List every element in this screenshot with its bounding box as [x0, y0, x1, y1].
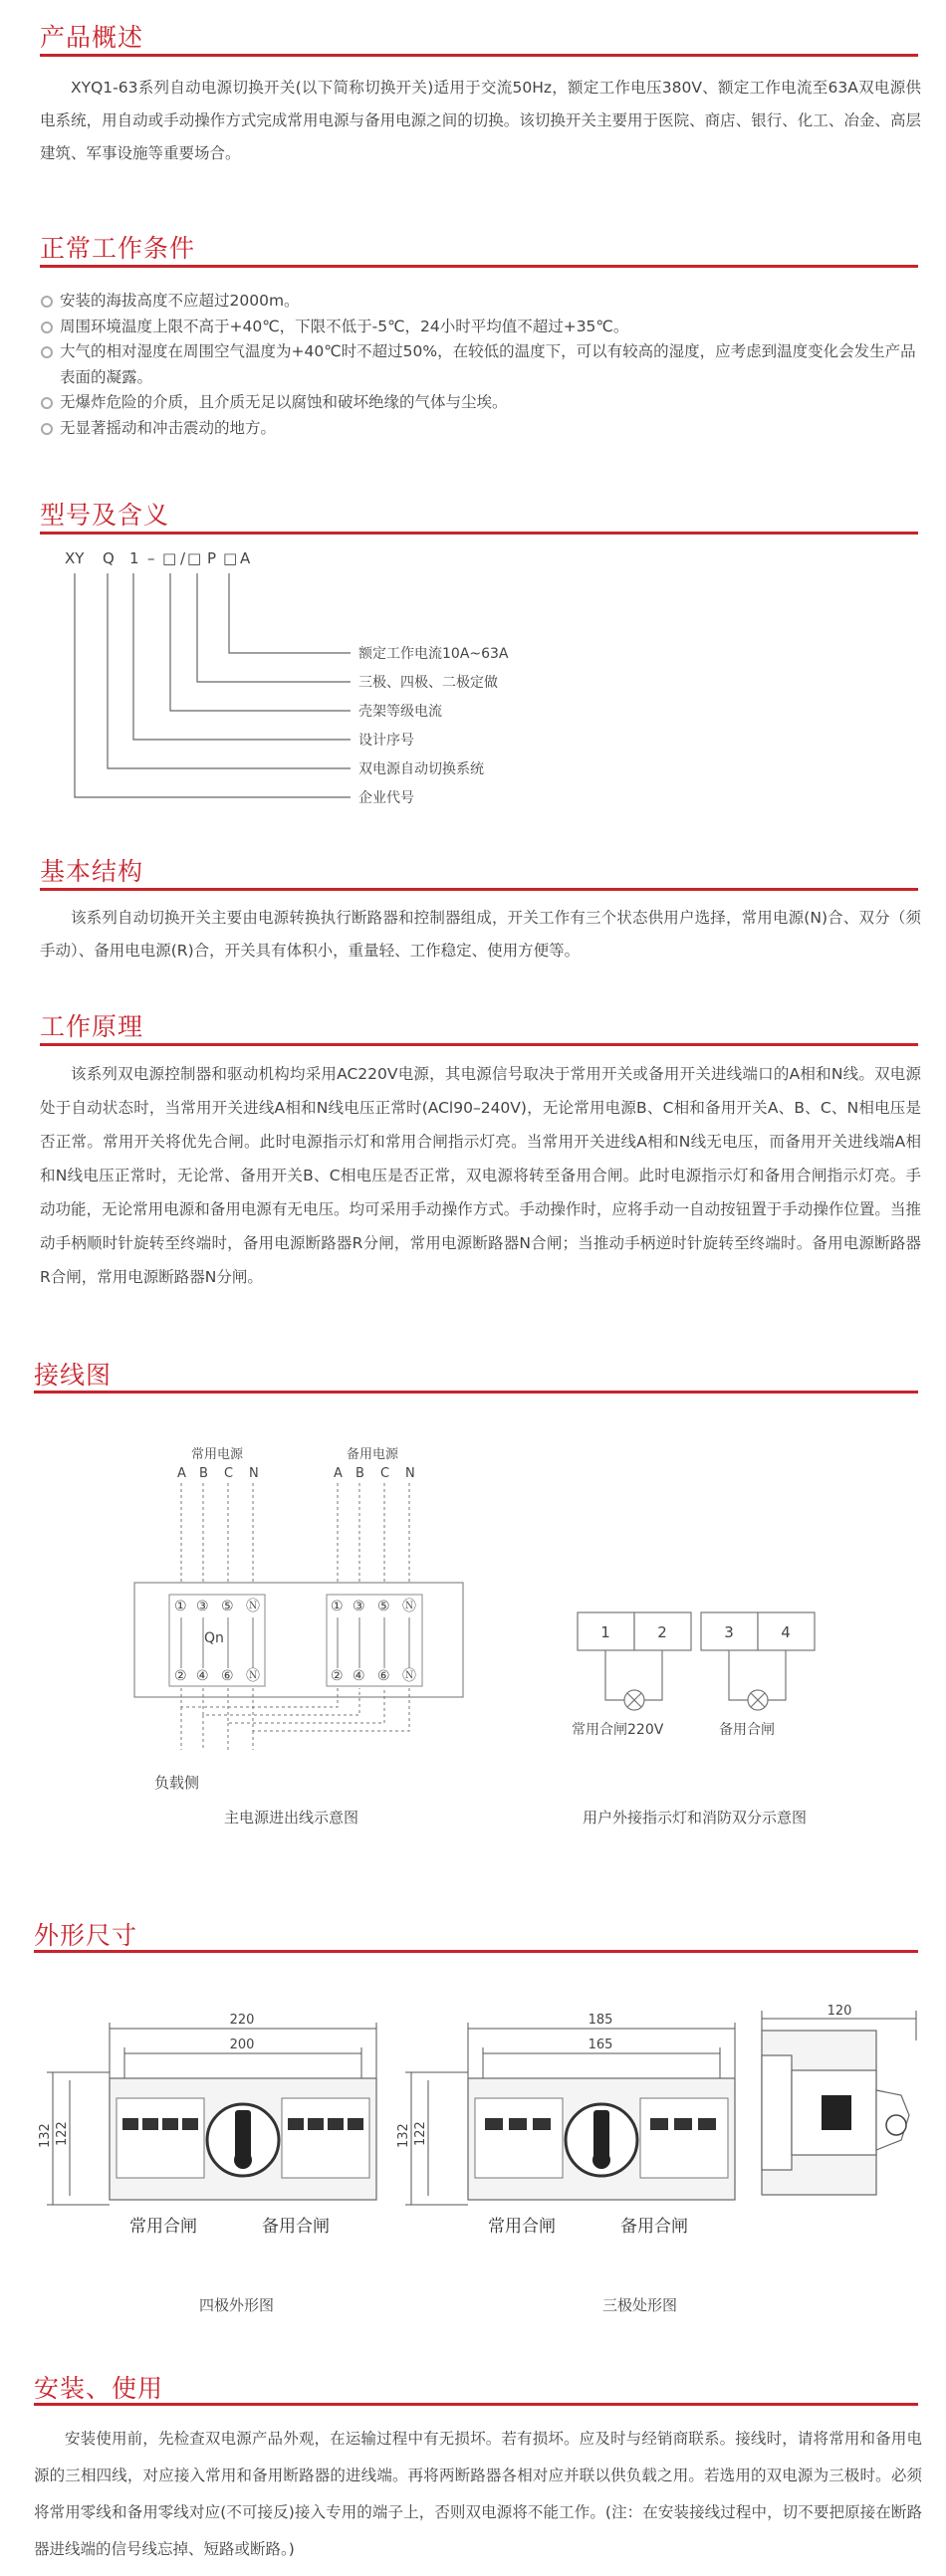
- phase-label: B: [199, 1466, 208, 1481]
- condition-item: [40, 289, 921, 315]
- dim-inner-width: 200: [229, 2038, 255, 2052]
- lamp-common-label: 常用合闸220V: [572, 1722, 664, 1738]
- principle-divider: [40, 1043, 918, 1046]
- bullet-icon: [41, 296, 53, 308]
- overview-text: XYQ1-63系列自动电源切换开关(以下简称切换开关)适用于交流50Hz，额定工作电压380V、额定工作电流至63A双电源供电系统，用自动或手动操作方式完成常用电源与备用电源之间的切换。该切换开关主要用于医院、商店、银行、化工、冶金、高层建筑、军事设施等重要场合。: [40, 79, 921, 162]
- terminal-label: ②: [174, 1668, 187, 1684]
- terminal-label: Ⓝ: [246, 1668, 260, 1684]
- qn-label: Qn: [204, 1630, 224, 1646]
- terminal-label: ①: [174, 1599, 187, 1614]
- condition-item: [40, 390, 921, 416]
- model-divider: [40, 532, 918, 535]
- lamp-icon: [748, 1690, 768, 1710]
- condition-text: 无显著摇动和冲击震动的地方。: [60, 418, 277, 437]
- main-wiring-caption: 主电源进出线示意图: [224, 1809, 359, 1826]
- phase-label: B: [355, 1466, 364, 1481]
- terminal-label: ③: [196, 1599, 209, 1614]
- terminal-label: Ⓝ: [246, 1599, 260, 1614]
- conditions-divider: [40, 265, 918, 268]
- install-divider: [34, 2403, 918, 2406]
- dim-outer-height: 132: [396, 2123, 411, 2148]
- dim-outer-width: 220: [229, 2013, 255, 2028]
- lamp-icon: [624, 1690, 644, 1710]
- three-pole-caption: 三极处形图: [602, 2296, 678, 2314]
- phase-label: C: [224, 1466, 234, 1481]
- code-p: P: [207, 549, 217, 567]
- code-slash: /: [180, 549, 186, 567]
- phase-label: A: [334, 1466, 343, 1481]
- model-label: 设计序号: [358, 733, 414, 749]
- dim-inner-width: 165: [588, 2038, 613, 2052]
- terminal-label: ⑤: [377, 1599, 390, 1614]
- condition-text: 安装的海拔高度不应超过2000m。: [60, 292, 300, 310]
- overview-divider: [40, 54, 918, 57]
- lamp-backup-label: 备用合闸: [719, 1722, 775, 1738]
- dim-inner-height: 122: [55, 2121, 70, 2146]
- terminal-label: Ⓝ: [402, 1599, 416, 1614]
- model-label: 壳架等级电流: [358, 704, 442, 720]
- condition-text: 无爆炸危险的介质，且介质无足以腐蚀和破坏绝缘的气体与尘埃。: [60, 393, 508, 412]
- condition-text: 周围环境温度上限不高于+40℃，下限不低于-5℃，24小时平均值不超过+35℃。: [60, 317, 629, 335]
- terminal-label: ⑥: [221, 1668, 234, 1684]
- dimensions-title: 外形尺寸: [34, 1921, 138, 1950]
- terminal-label: ⑤: [221, 1599, 234, 1614]
- four-pole-caption: 四极外形图: [199, 2296, 275, 2314]
- terminal-number: 4: [781, 1623, 791, 1641]
- bullet-icon: [41, 423, 53, 435]
- model-title: 型号及含义: [40, 501, 170, 530]
- phase-label: N: [249, 1466, 259, 1481]
- dim-outer-height: 132: [38, 2123, 53, 2148]
- common-source-label: 常用电源: [191, 1447, 244, 1462]
- model-label: 企业代号: [358, 790, 414, 806]
- terminal-label: ①: [331, 1599, 344, 1614]
- condition-item: [40, 339, 921, 390]
- principle-title: 工作原理: [40, 1012, 144, 1041]
- structure-text: 该系列自动切换开关主要由电源转换执行断路器和控制器组成，开关工作有三个状态供用户选择，常用电源(N)合、双分（须手动）、备用电电源(R)合，开关具有体积小，重量轻、工作稳定、使用方便等。: [40, 909, 921, 960]
- condition-item: [40, 416, 921, 442]
- three-pole-drawing: [393, 2011, 772, 2245]
- model-label: 额定工作电流10A~63A: [358, 646, 509, 662]
- terminal-label: ③: [353, 1599, 365, 1614]
- code-box3: □: [223, 549, 238, 567]
- terminal-label: ④: [196, 1668, 209, 1684]
- four-pole-right-label: 备用合闸: [262, 2217, 330, 2237]
- three-pole-right-label: 备用合闸: [620, 2217, 688, 2237]
- four-pole-drawing: [35, 2011, 403, 2245]
- principle-text: 该系列双电源控制器和驱动机构均采用AC220V电源，其电源信号取决于常用开关或备用开关进线端口的A相和N线。双电源处于自动状态时，当常用开关进线A相和N线电压正常时(ACl90–240V)，无论常用电源B、C相和备用开关A、B、C、N相电压是否正常。常用开关将优先合闸。此时电源指示灯和常用合闸指示灯亮。当常用开关进线A相和N线无电压，而备用开关进线端A相和N线电压正常时，无论常、备用开关B、C相电压是否正常，双电源将转至备用合闸。此时电源指示灯和备用合闸指示灯亮。手动功能，无论常用电源和备用电源有无电压。均可采用手动操作方式。手动操作时，应将手动一自动按钮置于手动操作位置。当推动手柄顺时针旋转至终端时，备用电源断路器R分闸，常用电源断路器N合闸；当推动手柄逆时针旋转至终端时。备用电源断路器R合闸，常用电源断路器N分闸。: [40, 1065, 921, 1286]
- four-pole-left-label: 常用合闸: [129, 2217, 197, 2237]
- left-breaker-block: [117, 2098, 204, 2178]
- phase-label: C: [380, 1466, 390, 1481]
- model-code-diagram: [40, 545, 637, 814]
- model-label: 三极、四极、二极定做: [358, 675, 498, 691]
- code-1: 1: [129, 549, 139, 567]
- code-q: Q: [103, 549, 115, 567]
- right-breaker-block: [282, 2098, 369, 2178]
- structure-title: 基本结构: [40, 857, 144, 886]
- load-side-label: 负载侧: [154, 1774, 200, 1792]
- dimensions-divider: [34, 1950, 918, 1953]
- phase-label: A: [177, 1466, 186, 1481]
- terminal-number: 3: [724, 1623, 734, 1641]
- side-view-drawing: [752, 2001, 931, 2210]
- backup-source-label: 备用电源: [347, 1447, 399, 1462]
- bullet-icon: [41, 322, 53, 333]
- bullet-icon: [41, 397, 53, 409]
- code-box1: □: [162, 549, 177, 567]
- install-title: 安装、使用: [34, 2374, 164, 2403]
- terminal-label: Ⓝ: [402, 1668, 416, 1684]
- install-text: 安装使用前，先检查双电源产品外观，在运输过程中有无损坏。若有损坏。应及时与经销商联系。接线时，请将常用和备用电源的三相四线，对应接入常用和备用断路器的进线端。再将两断路器各相对应并联以供负载之用。若选用的双电源为三极时。必须将常用零线和备用零线对应(不可接反)接入专用的端子上，否则双电源将不能工作。(注：在安装接线过程中，切不要把原接在断路器进线端的信号线忘掉、短路或断路。): [34, 2430, 922, 2558]
- dim-inner-height: 122: [413, 2121, 428, 2146]
- terminal-label: ④: [353, 1668, 365, 1684]
- terminal-label: ⑥: [377, 1668, 390, 1684]
- three-pole-left-label: 常用合闸: [488, 2217, 556, 2237]
- dim-depth: 120: [827, 2004, 852, 2019]
- left-breaker-block: [475, 2098, 563, 2178]
- main-wiring-diagram: [119, 1433, 478, 1752]
- code-dash: –: [147, 549, 155, 567]
- code-box2: □: [187, 549, 202, 567]
- code-xy: XY: [65, 549, 85, 567]
- conditions-list: [40, 289, 921, 442]
- model-label: 双电源自动切换系统: [358, 761, 484, 777]
- dim-outer-width: 185: [588, 2013, 613, 2028]
- structure-divider: [40, 888, 918, 891]
- terminal-number: 2: [657, 1623, 667, 1641]
- code-a: A: [240, 549, 251, 567]
- condition-item: [40, 315, 921, 340]
- conditions-title: 正常工作条件: [40, 234, 196, 263]
- wiring-divider: [34, 1391, 918, 1394]
- user-wiring-caption: 用户外接指示灯和消防双分示意图: [583, 1809, 808, 1826]
- condition-text: 大气的相对湿度在周围空气温度为+40℃时不超过50%，在较低的温度下，可以有较高的湿度，应考虑到温度变化会发生产品表面的凝露。: [60, 342, 916, 386]
- right-breaker-block: [640, 2098, 728, 2178]
- terminal-number: 1: [600, 1623, 610, 1641]
- overview-title: 产品概述: [40, 23, 144, 52]
- wiring-title: 接线图: [34, 1361, 113, 1390]
- bullet-icon: [41, 346, 53, 358]
- terminal-label: ②: [331, 1668, 344, 1684]
- phase-label: N: [405, 1466, 415, 1481]
- user-wiring-diagram: [568, 1603, 836, 1752]
